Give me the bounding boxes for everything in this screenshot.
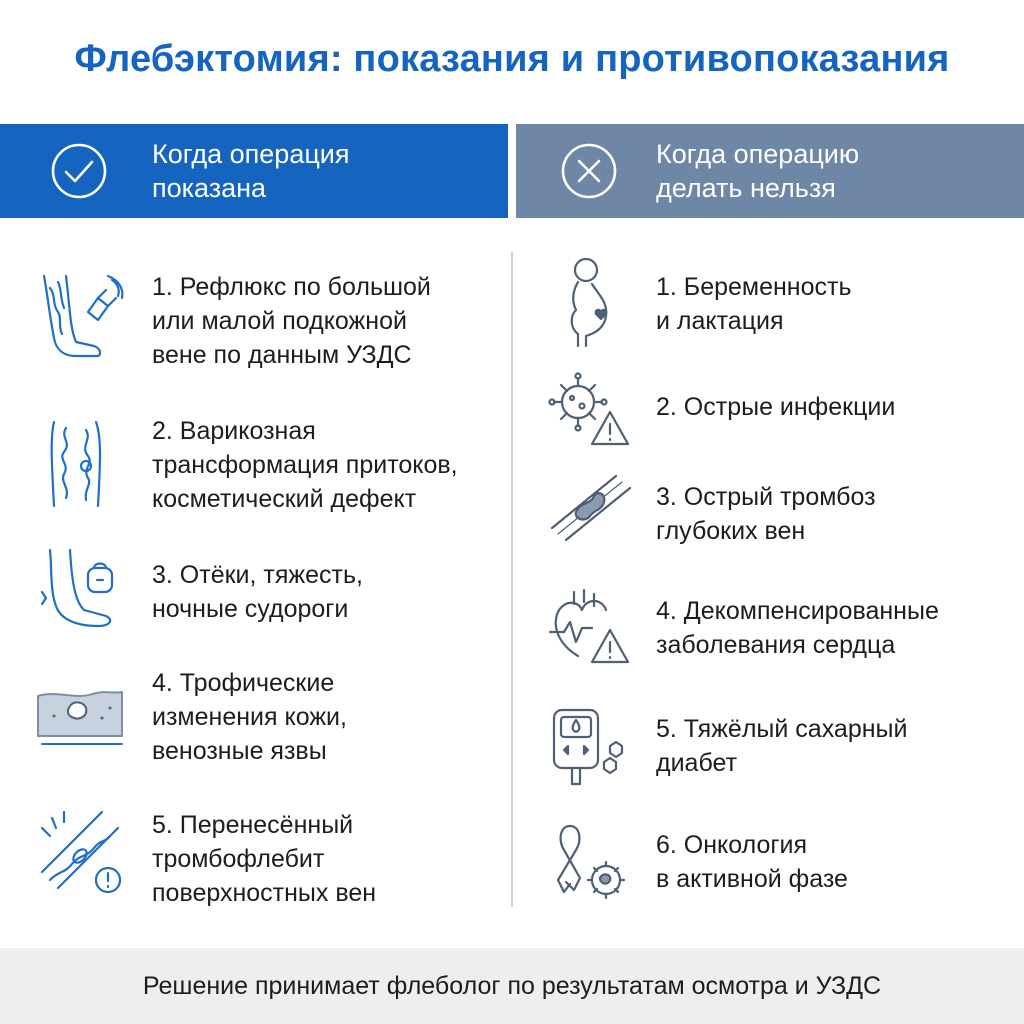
glucometer-icon (552, 706, 632, 786)
cancer-ribbon-icon (548, 822, 632, 906)
check-circle-icon (50, 142, 108, 200)
contraindication-item-6: 6. Онкология в активной фазе (656, 831, 848, 893)
virus-warning-icon (548, 372, 634, 448)
varicose-veins-icon (40, 418, 120, 510)
indication-item-1: 1. Рефлюкс по большой или малой подкожной вене по данным УЗДС (152, 273, 431, 369)
indications-header-label: Когда операция показана (152, 139, 350, 203)
column-divider (511, 252, 513, 907)
indications-header (0, 124, 508, 218)
contraindications-header-label: Когда операцию делать нельзя (656, 139, 860, 203)
contraindications-header (516, 124, 1024, 218)
contraindication-item-5: 5. Тяжёлый сахарный диабет (656, 715, 908, 777)
indication-item-2: 2. Варикозная трансформация притоков, косметический дефект (152, 417, 458, 513)
heart-warning-icon (548, 586, 632, 668)
skin-ulcer-icon (36, 686, 124, 748)
vein-clot-icon (548, 472, 634, 544)
foot-weight-icon (36, 546, 122, 632)
contraindication-item-3: 3. Острый тромбоз глубоких вен (656, 483, 876, 545)
vein-thrombophlebitis-icon (36, 808, 126, 900)
contraindication-item-1: 1. Беременность и лактация (656, 273, 852, 335)
x-circle-icon (560, 142, 618, 200)
footer-note (0, 948, 1024, 1024)
page-title: Флебэктомия: показания и противопоказания (74, 38, 950, 80)
indication-item-4: 4. Трофические изменения кожи, венозные язвы (152, 669, 347, 765)
contraindication-item-2: 2. Острые инфекции (656, 393, 896, 421)
leg-ultrasound-icon (36, 268, 128, 360)
indication-item-3: 3. Отёки, тяжесть, ночные судороги (152, 561, 363, 623)
pregnancy-icon (556, 252, 626, 348)
contraindication-item-4: 4. Декомпенсированные заболевания сердца (656, 597, 939, 659)
footer-text: Решение принимает флеболог по результатам осмотра и УЗДС (142, 971, 882, 1000)
indication-item-5: 5. Перенесённый тромбофлебит поверхностных вен (152, 811, 377, 907)
